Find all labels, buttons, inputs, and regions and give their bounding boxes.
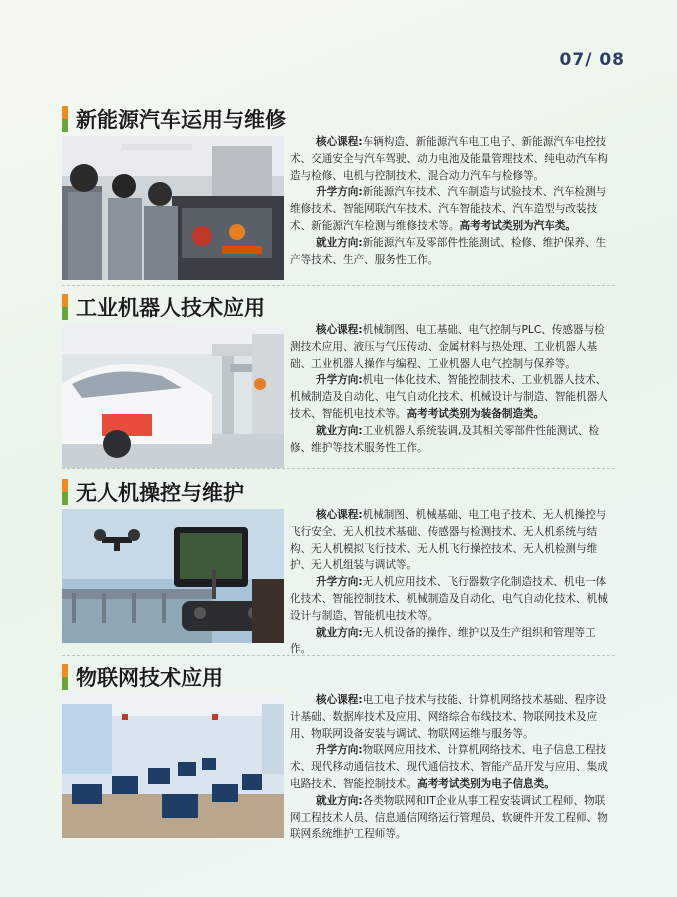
employment-text: 无人机设备的操作、维护以及生产组织和管理等工作。	[290, 626, 596, 656]
section-title: 工业机器人技术应用	[76, 296, 265, 320]
core-courses-label: 核心课程:	[316, 324, 363, 336]
core-courses-label: 核心课程:	[316, 509, 363, 521]
further-study-label: 升学方向:	[316, 186, 363, 199]
core-courses	[290, 322, 615, 372]
section-title: 物联网技术应用	[76, 666, 223, 690]
photo-students-ev-repair	[62, 136, 284, 280]
core-courses-label: 核心课程:	[316, 136, 363, 148]
further-study-text: 新能源汽车技术、汽车制造与试验技术、汽车检测与维修技术、智能网联汽车技术、汽车智能技术、汽车造型与改装技术、新能源汽车检测与维修技术等。	[290, 186, 607, 232]
further-study	[290, 372, 615, 422]
further-study-text: 物联网应用技术、计算机网络技术、电子信息工程技术、现代移动通信技术、现代通信技术、智能产品开发与应用、集成电路技术、智能控制技术。	[290, 744, 608, 790]
section-title-block	[62, 662, 223, 692]
page-number: 07/ 08	[559, 50, 625, 70]
further-study	[290, 742, 615, 792]
photo-drone-controller	[62, 509, 284, 643]
section-title: 无人机操控与维护	[76, 481, 244, 505]
further-study-label: 升学方向:	[316, 374, 363, 387]
further-study-label: 升学方向:	[316, 744, 363, 757]
core-courses	[290, 692, 615, 742]
employment-text: 新能源汽车及零部件性能测试、检修、维护保养、生产等技术、生产、服务性工作。	[290, 236, 607, 266]
exam-category-note: 高考考试类别为电子信息类。	[417, 777, 555, 790]
section-divider	[62, 285, 615, 286]
employment-text: 工业机器人系统装调,及其相关零部件性能测试、检修、维护等技术服务性工作。	[290, 424, 600, 454]
further-study	[290, 574, 615, 624]
section-description	[290, 322, 615, 456]
section-divider	[62, 468, 615, 469]
exam-category-note: 高考考试类别为装备制造类。	[406, 407, 545, 420]
section-title: 新能源汽车运用与维修	[76, 108, 286, 132]
employment-label: 就业方向:	[316, 236, 363, 249]
photo-robot-arm-car	[62, 324, 284, 468]
employment-text: 各类物联网和IT企业从事工程安装调试工程师、物联网工程技术人员、信息通信网络运行管理员、软硬件开发工程师、物联网系统维护工程师等。	[290, 794, 608, 841]
core-courses-label: 核心课程:	[316, 694, 363, 706]
exam-category-note: 高考考试类别为汽车类。	[459, 219, 577, 232]
title-accent-bar	[62, 479, 68, 505]
section-description	[290, 692, 615, 843]
core-courses	[290, 134, 615, 184]
employment-label: 就业方向:	[316, 424, 363, 437]
employment	[290, 793, 615, 843]
title-accent-bar	[62, 106, 68, 132]
section-description	[290, 134, 615, 268]
further-study	[290, 184, 615, 234]
photo-computer-lab	[62, 694, 284, 838]
core-courses-text: 车辆构造、新能源汽车电工电子、新能源汽车电控技术、交通安全与汽车驾驶、动力电池及能量管理技术、纯电动汽车构造与检修、电机与控制技术、混合动力汽车与检修等。	[290, 136, 608, 182]
section-title-block	[62, 292, 265, 322]
section-description	[290, 507, 615, 658]
core-courses-text: 机械制图、机械基础、电工电子技术、无人机操控与飞行安全、无人机技术基础、传感器与检测技术、无人机系统与结构、无人机模拟飞行技术、无人机飞行操控技术、无人机检测与维护、无人机组装与调试等。	[290, 509, 607, 572]
further-study-text: 机电一体化技术、智能控制技术、工业机器人技术、机械制造及自动化、电气自动化技术、机械设计与制造、智能机器人技术、智能机电技术等。	[290, 374, 608, 420]
further-study-label: 升学方向:	[316, 576, 363, 589]
employment-label: 就业方向:	[316, 794, 363, 807]
title-accent-bar	[62, 294, 68, 320]
core-courses	[290, 507, 615, 574]
employment-label: 就业方向:	[316, 626, 363, 639]
section-divider	[62, 655, 615, 656]
title-accent-bar	[62, 664, 68, 690]
section-title-block	[62, 104, 286, 134]
further-study-text: 无人机应用技术、飞行器数字化制造技术、机电一体化技术、智能控制技术、机械制造及自动化、电气自动化技术、机械设计与制造、智能机电技术等。	[290, 576, 608, 622]
section-title-block	[62, 477, 244, 507]
core-courses-text: 电工电子技术与技能、计算机网络技术基础、程序设计基础、数据库技术及应用、网络综合布线技术、物联网技术及应用、物联网设备安装与调试、物联网运维与服务等。	[290, 694, 607, 740]
employment	[290, 625, 615, 659]
core-courses-text: 机械制图、电工基础、电气控制与PLC、传感器与检测技术应用、液压与气压传动、金属材料与热处理、工业机器人基础、工业机器人操作与编程、工业机器人电气控制与保养等。	[290, 324, 605, 370]
employment	[290, 423, 615, 457]
employment	[290, 235, 615, 269]
